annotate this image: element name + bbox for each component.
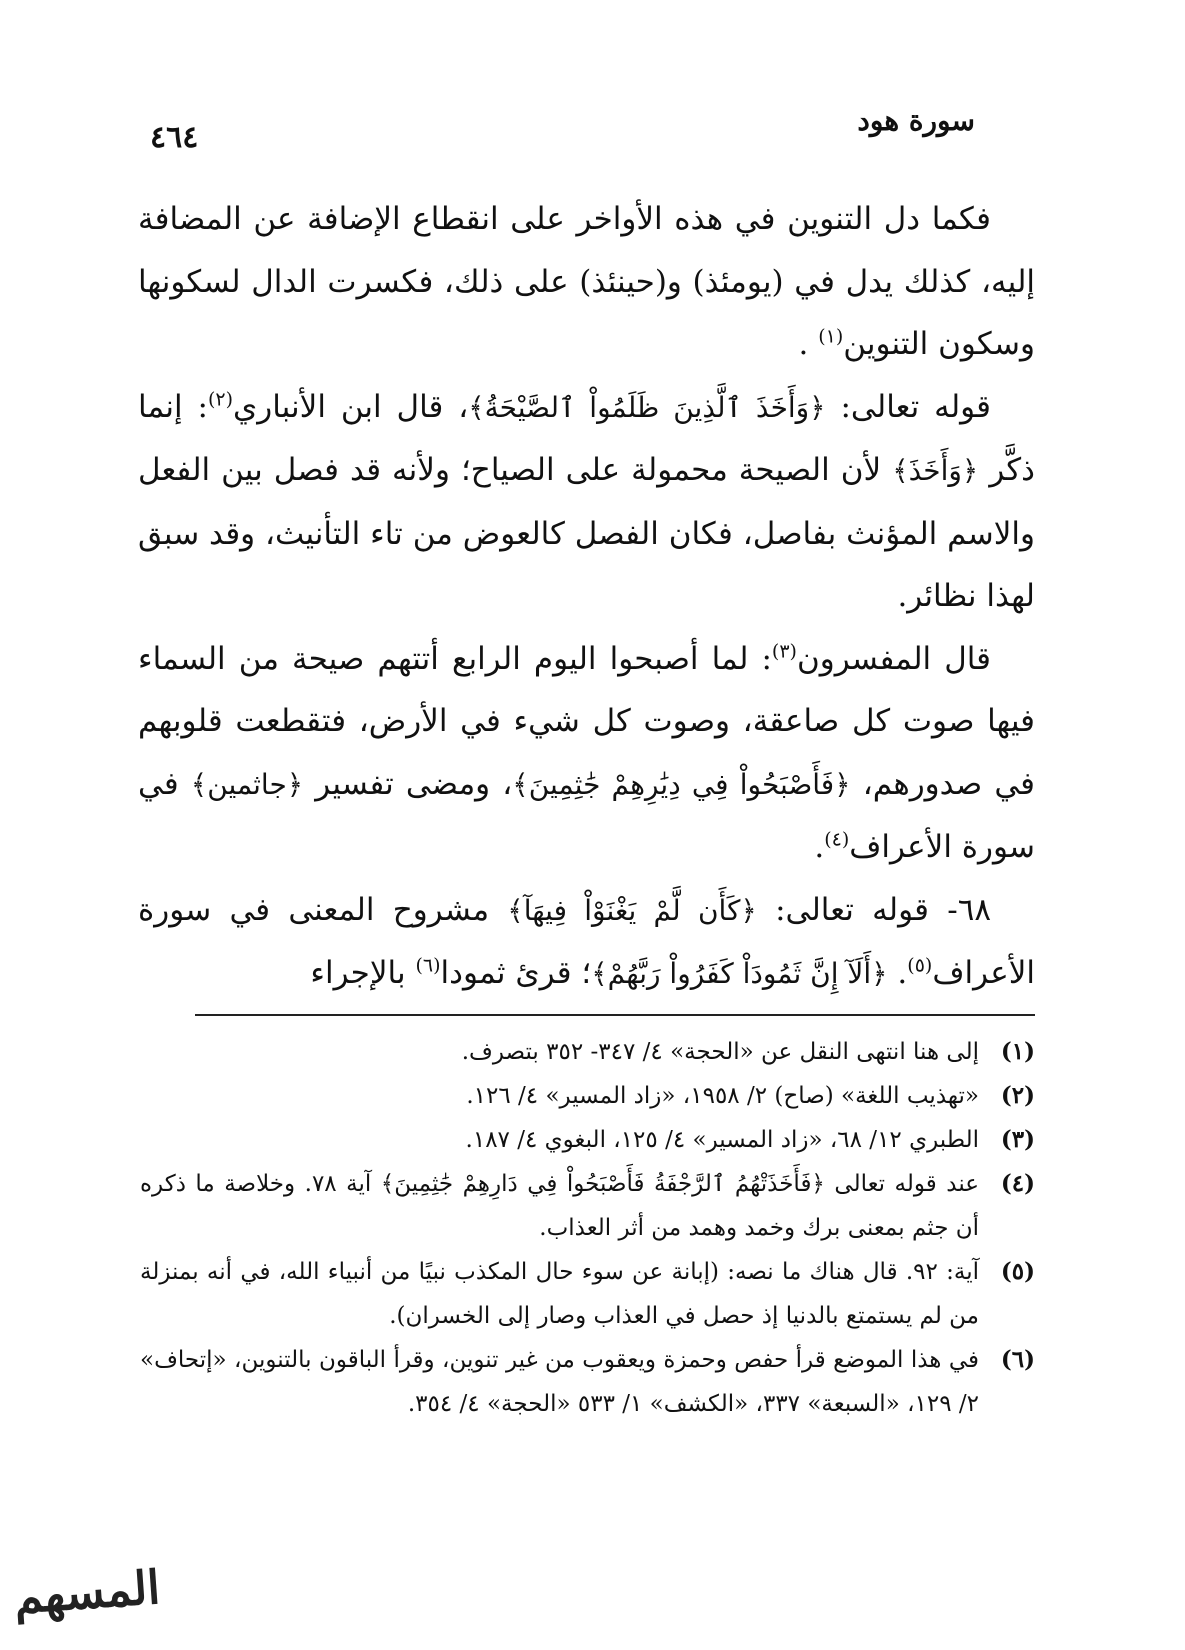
footnotes <box>140 1030 1035 1426</box>
footnote-ref-4: (٤) <box>824 828 850 851</box>
footnote-text: في هذا الموضع قرأ حفص وحمزة ويعقوب من غير تنوين، وقرأ الباقون بالتنوين، «إتحاف» ٢/ ١٢٩، «السبعة» ٣٣٧، «الكشف» ١/ ٥٣٣ «الحجة» ٤/ ٣٥٤. <box>140 1347 979 1417</box>
page-number: ٤٦٤ <box>150 120 199 155</box>
quran-quote: ﴿وَأَخَذَ﴾ <box>892 454 979 487</box>
footnote-number: (٢) <box>1000 1082 1035 1109</box>
paragraph-3 <box>138 628 1035 879</box>
footnote-ref-2: (٢) <box>207 388 233 411</box>
footnote <box>140 1030 1035 1074</box>
footnote-text: عند قوله تعالى ﴿فَأَخَذَتْهُمُ ٱلرَّجْفَةُ فَأَصْبَحُواْ فِي دَارِهِمْ جَٰثِمِينَ﴾ آية ٧٨. وخلاصة ما ذكره أن جثم بمعنى برك وخمد وهمد من أثر العذاب. <box>140 1171 979 1241</box>
footnote-ref-1: (١) <box>818 325 844 348</box>
footnote <box>140 1250 1035 1338</box>
text: . <box>814 829 825 865</box>
text: بالإجراء <box>310 955 416 991</box>
footnote-divider <box>195 1014 1035 1016</box>
footnote-number: (٣) <box>1000 1126 1035 1153</box>
footnote-ref-3: (٣) <box>771 640 797 663</box>
quran-quote: ﴿جاثمين﴾ <box>190 767 304 801</box>
footnote-ref-6: (٦) <box>415 954 441 977</box>
footnote-number: (٥) <box>1000 1258 1035 1285</box>
text: في سورة الأعراف <box>138 765 1035 865</box>
library-stamp-logo: المسهم <box>12 1559 162 1625</box>
footnote <box>140 1118 1035 1162</box>
text: ؛ قرئ ثمودا <box>440 955 592 991</box>
text: مشروح المعنى في سورة الأعراف <box>138 891 1035 991</box>
text: فكما دل التنوين في هذه الأواخر على انقطاع الإضافة عن المضافة إليه، كذلك يدل في (يومئذ) و(حينئذ) على ذلك، فكسرت الدال لسكونها وسكون التنوين <box>138 201 1035 362</box>
footnote-text: «تهذيب اللغة» (صاح) ٢/ ١٩٥٨، «زاد المسير» ٤/ ١٢٦. <box>466 1083 979 1109</box>
paragraph-1 <box>138 188 1035 376</box>
footnote <box>140 1338 1035 1426</box>
text: ، قال ابن الأنباري <box>233 388 469 425</box>
text: . <box>798 326 819 362</box>
text: قال المفسرون <box>796 640 991 677</box>
text: ، ومضى تفسير <box>303 765 513 802</box>
footnote-number: (٤) <box>1000 1170 1035 1197</box>
text: ٦٨- قوله تعالى: <box>756 891 991 928</box>
footnote-number: (٦) <box>1000 1346 1035 1373</box>
footnote-text: الطبري ١٢/ ٦٨، «زاد المسير» ٤/ ١٢٥، البغوي ٤/ ١٨٧. <box>465 1127 979 1153</box>
surah-title: سورة هود <box>857 104 975 137</box>
footnote-number: (١) <box>1000 1038 1035 1065</box>
paragraph-2 <box>138 376 1035 628</box>
footnote <box>140 1162 1035 1250</box>
page-header <box>150 104 975 154</box>
footnote-text: آية: ٩٢. قال هناك ما نصه: (إبانة عن سوء حال المكذب نبيًا من أنبياء الله، في أنه بمنزلة من لم يستمتع بالدنيا إذ حصل في العذاب وصار إلى الخسران). <box>140 1259 979 1329</box>
text: لأن الصيحة محمولة على الصياح؛ ولأنه قد فصل بين الفعل والاسم المؤنث بفاصل، فكان الفصل كالعوض من تاء التأنيث، وقد سبق لهذا نظائر. <box>138 452 1035 614</box>
quran-quote: ﴿وَأَخَذَ ٱلَّذِينَ ظَلَمُواْ ٱلصَّيْحَةُ﴾ <box>468 390 826 424</box>
text: قوله تعالى: <box>825 388 991 425</box>
footnote-text: إلى هنا انتهى النقل عن «الحجة» ٤/ ٣٤٧- ٣٥٢ بتصرف. <box>461 1039 979 1065</box>
paragraph-4 <box>138 879 1035 1006</box>
footnote-ref-5: (٥) <box>907 954 933 977</box>
text: : إنما ذكَّر <box>138 388 1035 488</box>
quran-quote: ﴿فَأَصْبَحُواْ فِي دِيَٰرِهِمْ جَٰثِمِينَ﴾ <box>512 767 851 801</box>
text: : لما أصبحوا اليوم الرابع أتتهم صيحة من السماء فيها صوت كل صاعقة، وصوت كل شيء في الأرض، فتقطعت قلوبهم في صدورهم، <box>138 640 1036 802</box>
text: . <box>887 955 908 991</box>
quran-quote: ﴿أَلَآ إِنَّ ثَمُودَاْ كَفَرُواْ رَبَّهُمْ﴾ <box>591 957 888 990</box>
quran-quote: ﴿كَأَن لَّمْ يَغْنَوْاْ فِيهَآ﴾ <box>507 893 757 927</box>
main-text <box>138 188 1035 1006</box>
footnote <box>140 1074 1035 1118</box>
